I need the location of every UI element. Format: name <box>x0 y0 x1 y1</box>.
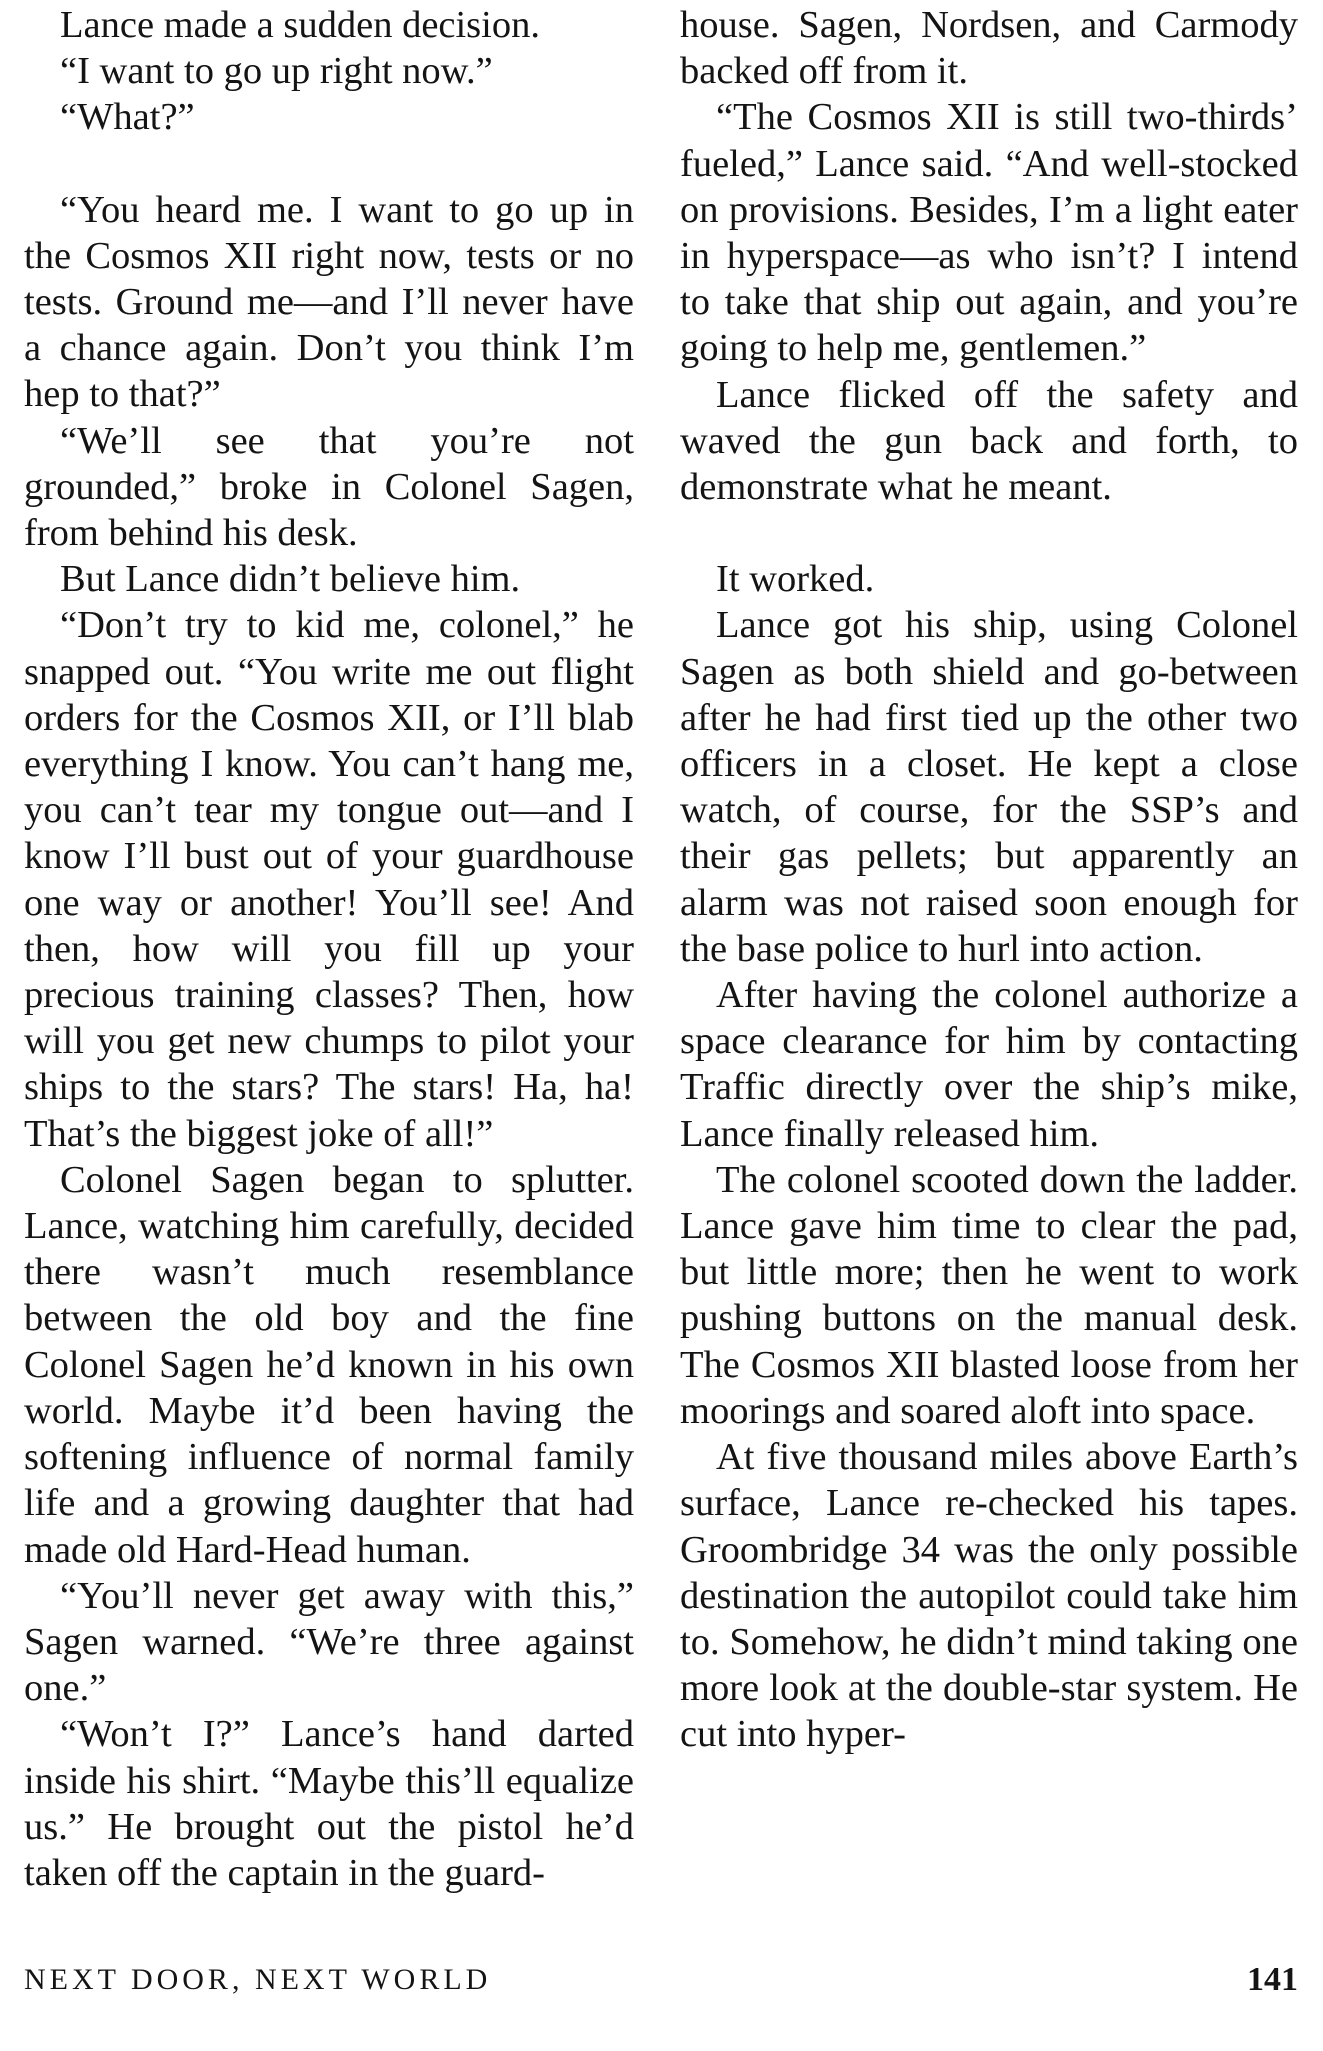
paragraph: “We’ll see that you’re not grounded,” broke in Colonel Sagen, from behind his desk. <box>24 419 634 555</box>
paragraph-continued: house. Sagen, Nordsen, and Carmody backed off from it. <box>680 4 1298 93</box>
paragraph: Lance got his ship, using Colonel Sagen as both shield and go-between after he had first tied up the other two officers in a closet. He kept a close watch, of course, for the SSP’s and their gas pellets; but apparently an alarm was not raised soon enough for the base police to hurl into action. <box>680 604 1298 970</box>
right-column <box>680 2 1298 1758</box>
paragraph: Lance flicked off the safety and waved the gun back and forth, to demonstrate what he meant. <box>680 373 1298 509</box>
paragraph: “Won’t I?” Lance’s hand darted inside his shirt. “Maybe this’ll equalize us.” He brought out the pistol he’d taken off the captain in the guard- <box>24 1713 634 1894</box>
paragraph: Lance made a sudden decision. <box>60 4 540 46</box>
paragraph: The colonel scooted down the ladder. Lance gave him time to clear the pad, but little more; then he went to work pushing buttons on the manual desk. The Cosmos XII blasted loose from her moorings and soared aloft into space. <box>680 1158 1298 1432</box>
page-number: 141 <box>1247 1961 1298 1998</box>
paragraph: “The Cosmos XII is still two-thirds’ fueled,” Lance said. “And well-stocked on provisions. Besides, I’m a light eater in hyperspace—as who isn’t? I intend to take that ship out again, and you’re going to help me, gentlemen.” <box>680 96 1298 370</box>
paragraph: “Don’t try to kid me, colonel,” he snapped out. “You write me out flight orders for the Cosmos XII, or I’ll blab everything I know. You can’t hang me, you can’t tear my tongue out—and I know I’ll bust out of your guardhouse one way or another! You’ll see! And then, how will you fill up your precious training classes? Then, how will you get new chumps to pilot your ships to the stars? The stars! Ha, ha! That’s the biggest joke of all!” <box>24 604 634 1155</box>
paragraph: But Lance didn’t believe him. <box>60 558 521 601</box>
running-head: NEXT DOOR, NEXT WORLD <box>24 1963 492 1996</box>
paragraph: “What?” <box>60 96 195 139</box>
page-footer <box>24 1955 1298 2005</box>
paragraph: Colonel Sagen began to splutter. Lance, watching him carefully, decided there wasn’t much resemblance between the old boy and the fine Colonel Sagen he’d known in his own world. Maybe it’d been having the softening influence of normal family life and a growing daughter that had made old Hard-Head human. <box>24 1158 634 1571</box>
paragraph: “You heard me. I want to go up in the Cosmos XII right now, tests or no tests. Ground me—and I’ll never have a chance again. Don’t you think I’m hep to that?” <box>24 188 634 416</box>
paragraph: After having the colonel authorize a space clearance for him by contacting Traffic directly over the ship’s mike, Lance finally released him. <box>680 974 1298 1155</box>
paragraph: At five thousand miles above Earth’s surface, Lance re-checked his tapes. Groombridge 34 was the only possible destination the autopilot could take him to. Somehow, he didn’t mind taking one more look at the double-star system. He cut into hyper- <box>680 1436 1298 1756</box>
left-column <box>24 2 634 1896</box>
paragraph: “You’ll never get away with this,” Sagen warned. “We’re three against one.” <box>24 1574 634 1710</box>
paragraph: It worked. <box>716 558 875 601</box>
paragraph: “I want to go up right now.” <box>60 50 493 93</box>
